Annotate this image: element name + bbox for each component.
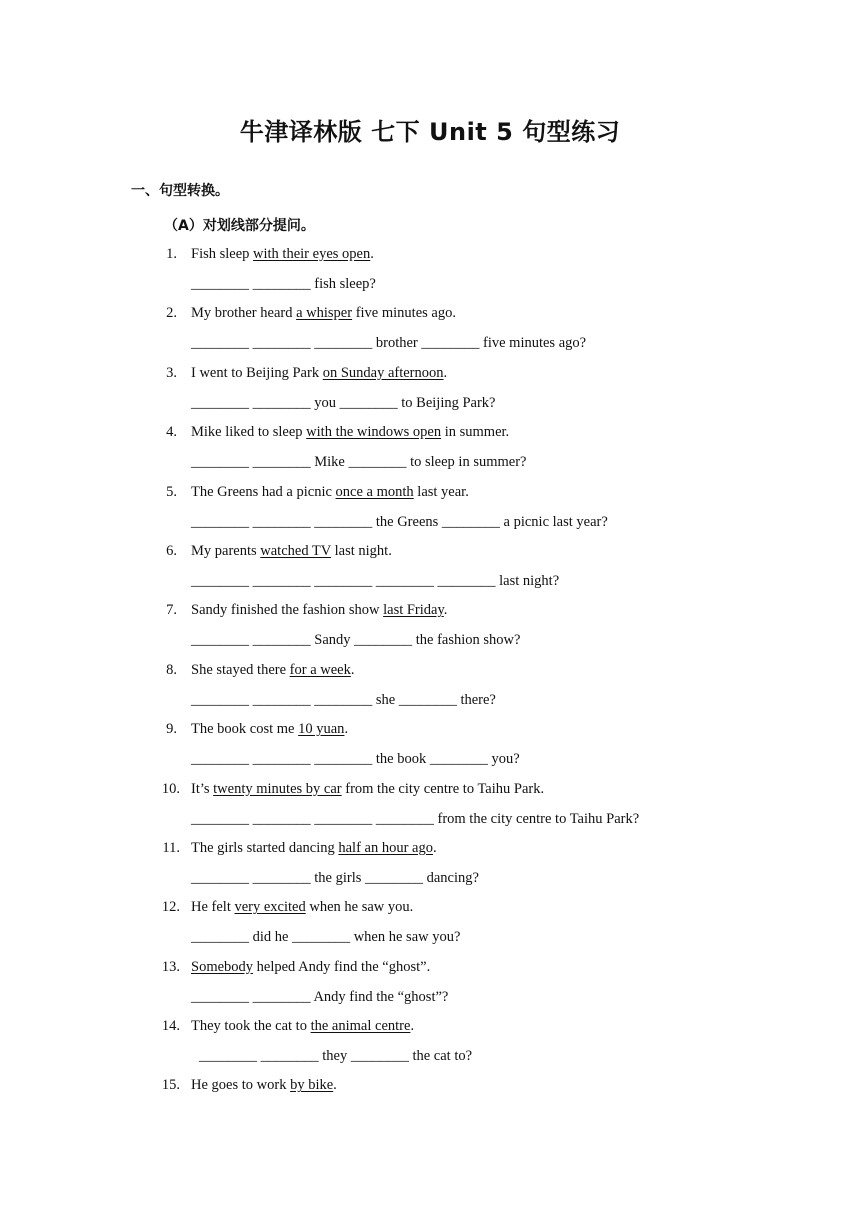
item-number: 7. — [166, 602, 177, 619]
item-number: 6. — [166, 542, 177, 559]
item-sentence: My brother heard a whisper five minutes ago. — [191, 305, 456, 322]
underlined-phrase: twenty minutes by car — [213, 780, 342, 797]
exercise-item — [0, 899, 860, 958]
answer-line[interactable]: ________ ________ Sandy ________ the fashion show? — [191, 632, 521, 649]
answer-line[interactable]: ________ ________ Andy find the “ghost”? — [191, 988, 449, 1005]
section-heading: 一、句型转换。 — [131, 183, 229, 199]
item-number: 4. — [166, 424, 177, 441]
exercise-item — [0, 365, 860, 424]
item-sentence: He felt very excited when he saw you. — [191, 899, 414, 916]
exercise-item — [0, 1077, 860, 1136]
answer-line[interactable]: ________ ________ Mike ________ to sleep in summer? — [191, 454, 527, 471]
item-sentence: My parents watched TV last night. — [191, 542, 392, 559]
item-number: 3. — [166, 364, 177, 381]
item-sentence: The Greens had a picnic once a month last year. — [191, 483, 469, 500]
answer-line[interactable]: ________ ________ they ________ the cat to? — [199, 1048, 473, 1065]
item-number: 1. — [166, 246, 177, 262]
exercise-item — [0, 602, 860, 661]
underlined-phrase: on Sunday afternoon — [322, 364, 444, 381]
item-sentence: He goes to work by bike. — [191, 1077, 337, 1094]
underlined-phrase: a whisper — [296, 305, 353, 322]
item-number: 11. — [162, 839, 180, 856]
underlined-phrase: Somebody — [191, 958, 254, 975]
underlined-phrase: 10 yuan — [298, 721, 345, 738]
underlined-phrase: watched TV — [260, 542, 332, 559]
underlined-phrase: once a month — [335, 483, 414, 500]
item-sentence: Mike liked to sleep with the windows open in summer. — [191, 424, 510, 441]
item-number: 15. — [161, 1077, 180, 1094]
exercise-item — [0, 543, 860, 602]
underlined-phrase: for a week — [289, 661, 351, 678]
item-sentence: Fish sleep with their eyes open. — [191, 246, 374, 262]
underlined-phrase: very excited — [234, 899, 306, 916]
item-number: 5. — [166, 483, 177, 500]
item-number: 8. — [166, 661, 177, 678]
exercise-item — [0, 1018, 860, 1077]
item-sentence: Somebody helped Andy find the “ghost”. — [191, 958, 431, 975]
exercise-list — [0, 246, 860, 1137]
page-title: 牛津译林版 七下 Unit 5 句型练习 — [239, 118, 621, 146]
answer-line[interactable]: ________ ________ ________ brother ________ five minutes ago? — [191, 335, 587, 352]
item-number: 9. — [166, 721, 177, 738]
underlined-phrase: the animal centre — [310, 1018, 411, 1035]
exercise-item — [0, 721, 860, 780]
item-number: 10. — [161, 780, 180, 797]
item-sentence: They took the cat to the animal centre. — [191, 1018, 415, 1035]
exercise-item — [0, 305, 860, 364]
exercise-item — [0, 484, 860, 543]
answer-line[interactable]: ________ ________ fish sleep? — [191, 276, 376, 292]
answer-line[interactable]: ________ did he ________ when he saw you? — [191, 929, 461, 946]
answer-line[interactable]: ________ ________ ________ the book ________ you? — [191, 751, 520, 768]
underlined-phrase: by bike — [290, 1077, 334, 1094]
underlined-phrase: last Friday — [383, 602, 444, 619]
exercise-item — [0, 840, 860, 899]
answer-line[interactable]: ________ ________ the girls ________ dancing? — [191, 869, 479, 886]
item-sentence: The girls started dancing half an hour ago. — [191, 839, 437, 856]
item-number: 13. — [161, 958, 180, 975]
item-number: 2. — [166, 305, 177, 322]
item-sentence: It’s twenty minutes by car from the city centre to Taihu Park. — [191, 780, 545, 797]
answer-line[interactable]: ________ ________ ________ ________ ________ last night? — [191, 572, 560, 589]
item-sentence: Sandy finished the fashion show last Friday. — [191, 602, 448, 619]
answer-line[interactable]: ________ ________ ________ the Greens ________ a picnic last year? — [191, 513, 608, 530]
sub-heading: （A）对划线部分提问。 — [164, 218, 315, 234]
item-sentence: She stayed there for a week. — [191, 661, 355, 678]
exercise-item — [0, 424, 860, 483]
item-number: 12. — [161, 899, 180, 916]
underlined-phrase: with the windows open — [306, 424, 442, 441]
exercise-item — [0, 781, 860, 840]
answer-line[interactable]: ________ ________ you ________ to Beijing Park? — [191, 394, 496, 411]
exercise-item — [0, 246, 860, 305]
answer-line[interactable]: ________ ________ ________ she ________ there? — [191, 691, 496, 708]
item-sentence: The book cost me 10 yuan. — [191, 721, 349, 738]
exercise-item — [0, 959, 860, 1018]
underlined-phrase: with their eyes open — [253, 246, 371, 262]
answer-line[interactable]: ________ ________ ________ ________ from the city centre to Taihu Park? — [191, 810, 640, 827]
underlined-phrase: half an hour ago — [338, 839, 433, 856]
item-sentence: I went to Beijing Park on Sunday afternoon. — [191, 364, 448, 381]
exercise-item — [0, 662, 860, 721]
item-number: 14. — [161, 1018, 180, 1035]
